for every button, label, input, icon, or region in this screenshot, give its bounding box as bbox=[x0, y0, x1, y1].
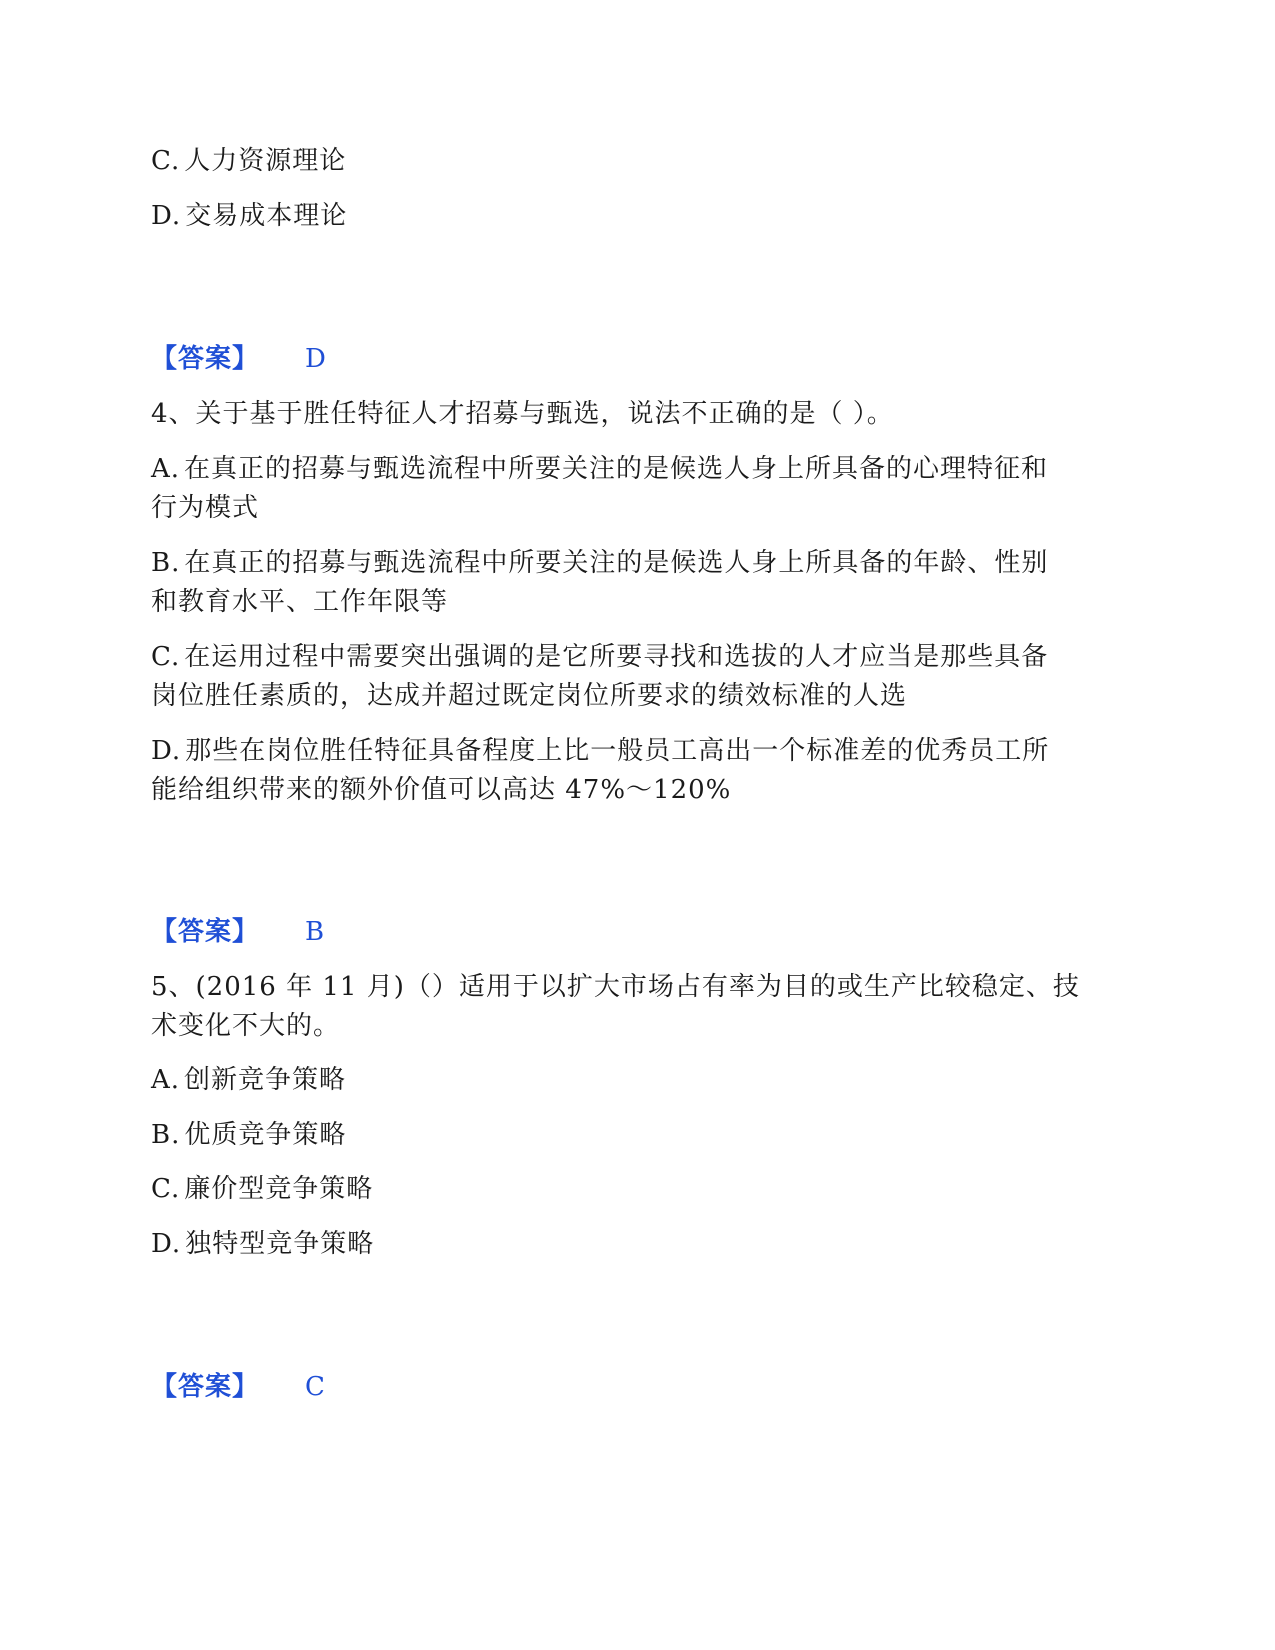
option-text: 在真正的招募与甄选流程中所要关注的是候选人身上所具备的年龄、性别 bbox=[184, 548, 1049, 578]
option-label: D. bbox=[151, 736, 182, 766]
option-label: D. bbox=[151, 201, 182, 231]
option-label: D. bbox=[151, 1229, 182, 1259]
q5-option-c bbox=[151, 1175, 373, 1203]
option-label: C. bbox=[151, 1174, 181, 1204]
q3-option-c bbox=[151, 147, 346, 175]
answer-value: B bbox=[305, 917, 326, 947]
q4-option-d-line1 bbox=[151, 737, 1049, 765]
option-text: 那些在岗位胜任特征具备程度上比一般员工高出一个标准差的优秀员工所 bbox=[185, 736, 1050, 766]
option-label: C. bbox=[151, 146, 181, 176]
option-label: A. bbox=[151, 454, 181, 484]
q4-option-a-line2: 行为模式 bbox=[151, 493, 260, 523]
q4-option-b-line1 bbox=[151, 549, 1048, 577]
answer-label: 【答案】 bbox=[151, 1372, 260, 1402]
option-label: A. bbox=[151, 1065, 181, 1095]
q4-option-d-line2: 能给组织带来的额外价值可以高达 47%～120% bbox=[151, 775, 732, 805]
option-text: 人力资源理论 bbox=[184, 146, 347, 176]
option-text: 在真正的招募与甄选流程中所要关注的是候选人身上所具备的心理特征和 bbox=[184, 454, 1049, 484]
option-text: 廉价型竞争策略 bbox=[184, 1174, 374, 1204]
option-label: B. bbox=[151, 1120, 181, 1150]
option-text: 在运用过程中需要突出强调的是它所要寻找和选拔的人才应当是那些具备 bbox=[184, 642, 1049, 672]
option-text: 独特型竞争策略 bbox=[185, 1229, 375, 1259]
q4-option-c-line2: 岗位胜任素质的，达成并超过既定岗位所要求的绩效标准的人选 bbox=[151, 681, 908, 711]
q4-answer bbox=[151, 918, 325, 946]
answer-label: 【答案】 bbox=[151, 344, 260, 374]
answer-label: 【答案】 bbox=[151, 917, 260, 947]
answer-value: D bbox=[305, 344, 327, 374]
option-text: 创新竞争策略 bbox=[184, 1065, 347, 1095]
q3-answer bbox=[151, 345, 327, 373]
q5-option-b bbox=[151, 1121, 346, 1149]
q4-stem: 4、关于基于胜任特征人才招募与甄选，说法不正确的是（ ）。 bbox=[151, 399, 894, 429]
option-text: 优质竞争策略 bbox=[184, 1120, 347, 1150]
q5-option-a bbox=[151, 1066, 346, 1094]
q4-option-a-line1 bbox=[151, 455, 1048, 483]
q5-stem-line2: 术变化不大的。 bbox=[151, 1011, 341, 1041]
q4-option-c-line1 bbox=[151, 643, 1048, 671]
q4-option-b-line2: 和教育水平、工作年限等 bbox=[151, 587, 449, 617]
q5-option-d bbox=[151, 1230, 374, 1258]
q5-stem-line1: 5、(2016 年 11 月)（）适用于以扩大市场占有率为目的或生产比较稳定、技 bbox=[151, 972, 1080, 1002]
q3-option-d bbox=[151, 202, 347, 230]
option-label: B. bbox=[151, 548, 181, 578]
option-text: 交易成本理论 bbox=[185, 201, 348, 231]
q5-answer bbox=[151, 1373, 326, 1401]
option-label: C. bbox=[151, 642, 181, 672]
answer-value: C bbox=[305, 1372, 326, 1402]
